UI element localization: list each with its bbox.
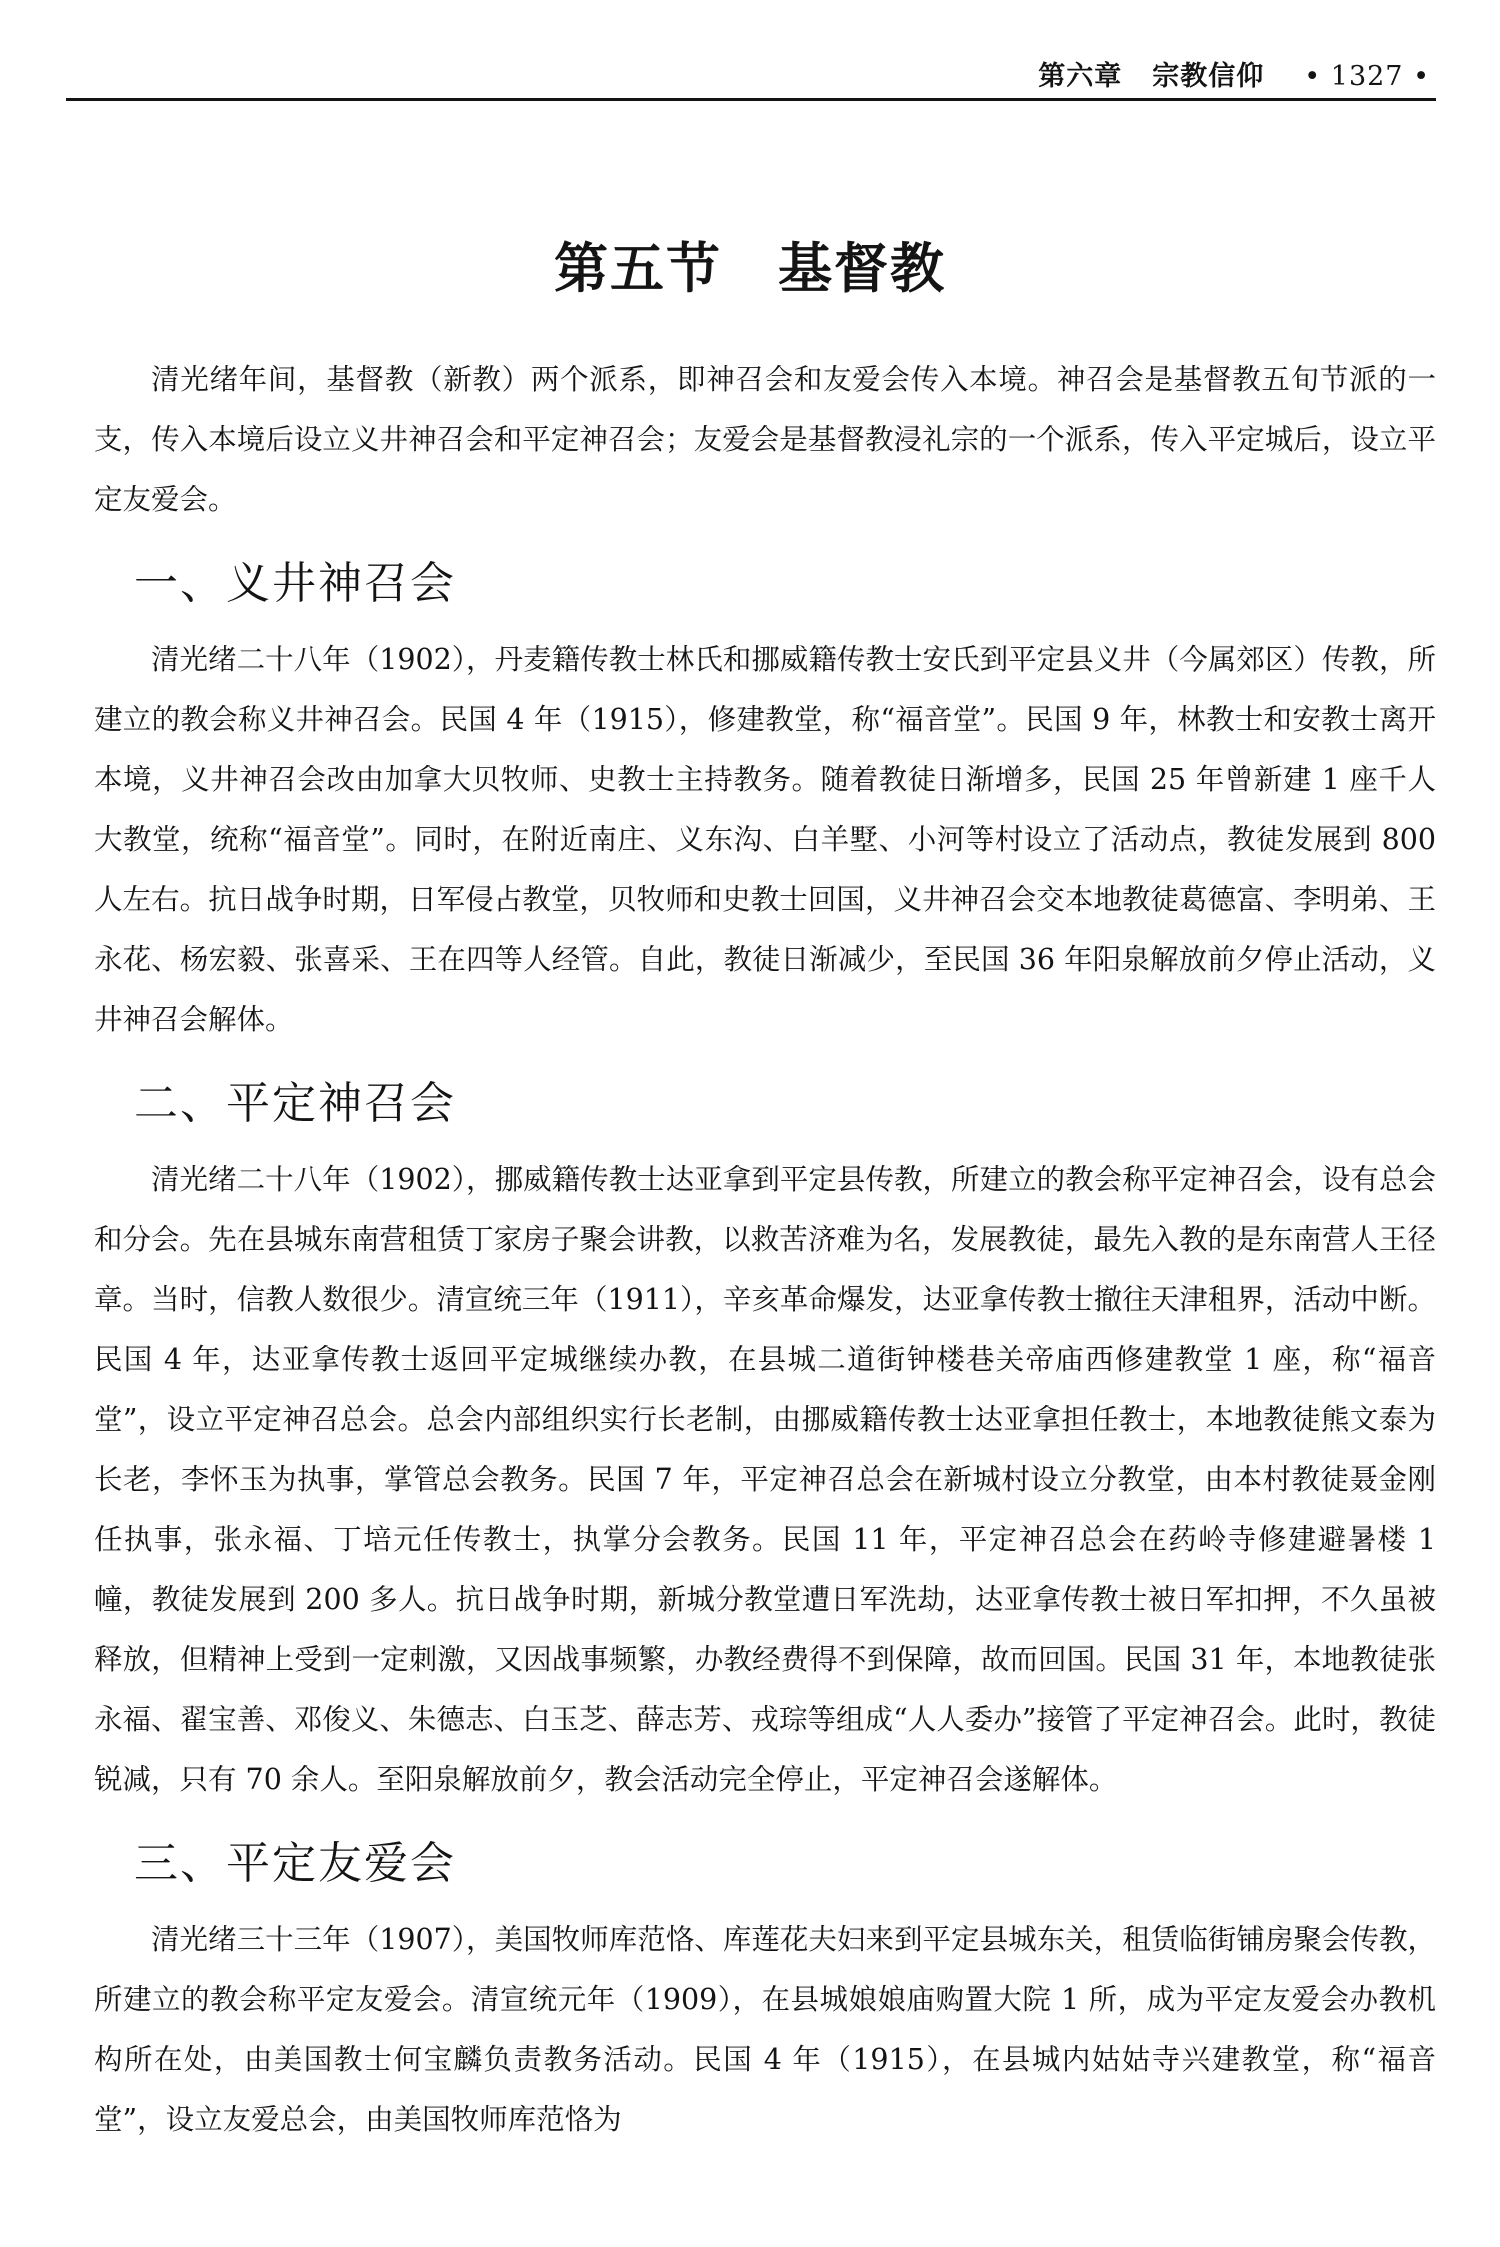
header-chapter: 第六章 (1038, 61, 1123, 92)
page-number: • 1327 • (1304, 61, 1430, 92)
header-rule (66, 98, 1436, 101)
subsection-1-paragraph: 清光绪二十八年（1902），丹麦籍传教士林氏和挪威籍传教士安氏到平定县义井（今属郊区）传教，所建立的教会称义井神召会。民国 4 年（1915），修建教堂，称“福音堂”。民国 9 年，林教士和安教士离开本境，义井神召会改由加拿大贝牧师、史教士主持教务。随着教徒日渐增多，民国 25 年曾新建 1 座千人大教堂，统称“福音堂”。同时，在附近南庄、义东沟、白羊墅、小河等村设立了活动点，教徒发展到 800 人左右。抗日战争时期，日军侵占教堂，贝牧师和史教士回国，义井神召会交本地教徒葛德富、李明弟、王永花、杨宏毅、张喜采、王在四等人经管。自此，教徒日渐减少，至民国 36 年阳泉解放前夕停止活动，义井神召会解体。 (94, 643, 1436, 1036)
subsection-heading-1: 一、义井神召会 (134, 558, 456, 609)
intro-paragraph: 清光绪年间，基督教（新教）两个派系，即神召会和友爱会传入本境。神召会是基督教五旬节派的一支，传入本境后设立义井神召会和平定神召会；友爱会是基督教浸礼宗的一个派系，传入平定城后，设立平定友爱会。 (94, 363, 1436, 516)
subsection-heading-3: 三、平定友爱会 (134, 1838, 456, 1889)
running-header (66, 46, 1436, 90)
section-title: 第五节 基督教 (554, 237, 946, 301)
body-text (94, 350, 1436, 2150)
subsection-2-paragraph: 清光绪二十八年（1902），挪威籍传教士达亚拿到平定县传教，所建立的教会称平定神召会，设有总会和分会。先在县城东南营租赁丁家房子聚会讲教，以救苦济难为名，发展教徒，最先入教的是东南营人王径章。当时，信教人数很少。清宣统三年（1911），辛亥革命爆发，达亚拿传教士撤往天津租界，活动中断。民国 4 年，达亚拿传教士返回平定城继续办教，在县城二道街钟楼巷关帝庙西修建教堂 1 座，称“福音堂”，设立平定神召总会。总会内部组织实行长老制，由挪威籍传教士达亚拿担任教士，本地教徒熊文泰为长老，李怀玉为执事，掌管总会教务。民国 7 年，平定神召总会在新城村设立分教堂，由本村教徒聂金刚任执事，张永福、丁培元任传教士，执掌分会教务。民国 11 年，平定神召总会在药岭寺修建避暑楼 1 幢，教徒发展到 200 多人。抗日战争时期，新城分教堂遭日军洗劫，达亚拿传教士被日军扣押，不久虽被释放，但精神上受到一定刺激，又因战事频繁，办教经费得不到保障，故而回国。民国 31 年，本地教徒张永福、翟宝善、邓俊义、朱德志、白玉芝、薛志芳、戎琮等组成“人人委办”接管了平定神召会。此时，教徒锐减，只有 70 余人。至阳泉解放前夕，教会活动完全停止，平定神召会遂解体。 (94, 1163, 1436, 1796)
subsection-3-paragraph: 清光绪三十三年（1907），美国牧师库范恪、库莲花夫妇来到平定县城东关，租赁临街铺房聚会传教，所建立的教会称平定友爱会。清宣统元年（1909），在县城娘娘庙购置大院 1 所，成为平定友爱会办教机构所在处，由美国教士何宝麟负责教务活动。民国 4 年（1915），在县城内姑姑寺兴建教堂，称“福音堂”，设立友爱总会，由美国牧师库范恪为 (94, 1923, 1436, 2136)
header-section-title: 宗教信仰 (1152, 61, 1265, 92)
subsection-heading-2: 二、平定神召会 (134, 1078, 456, 1129)
